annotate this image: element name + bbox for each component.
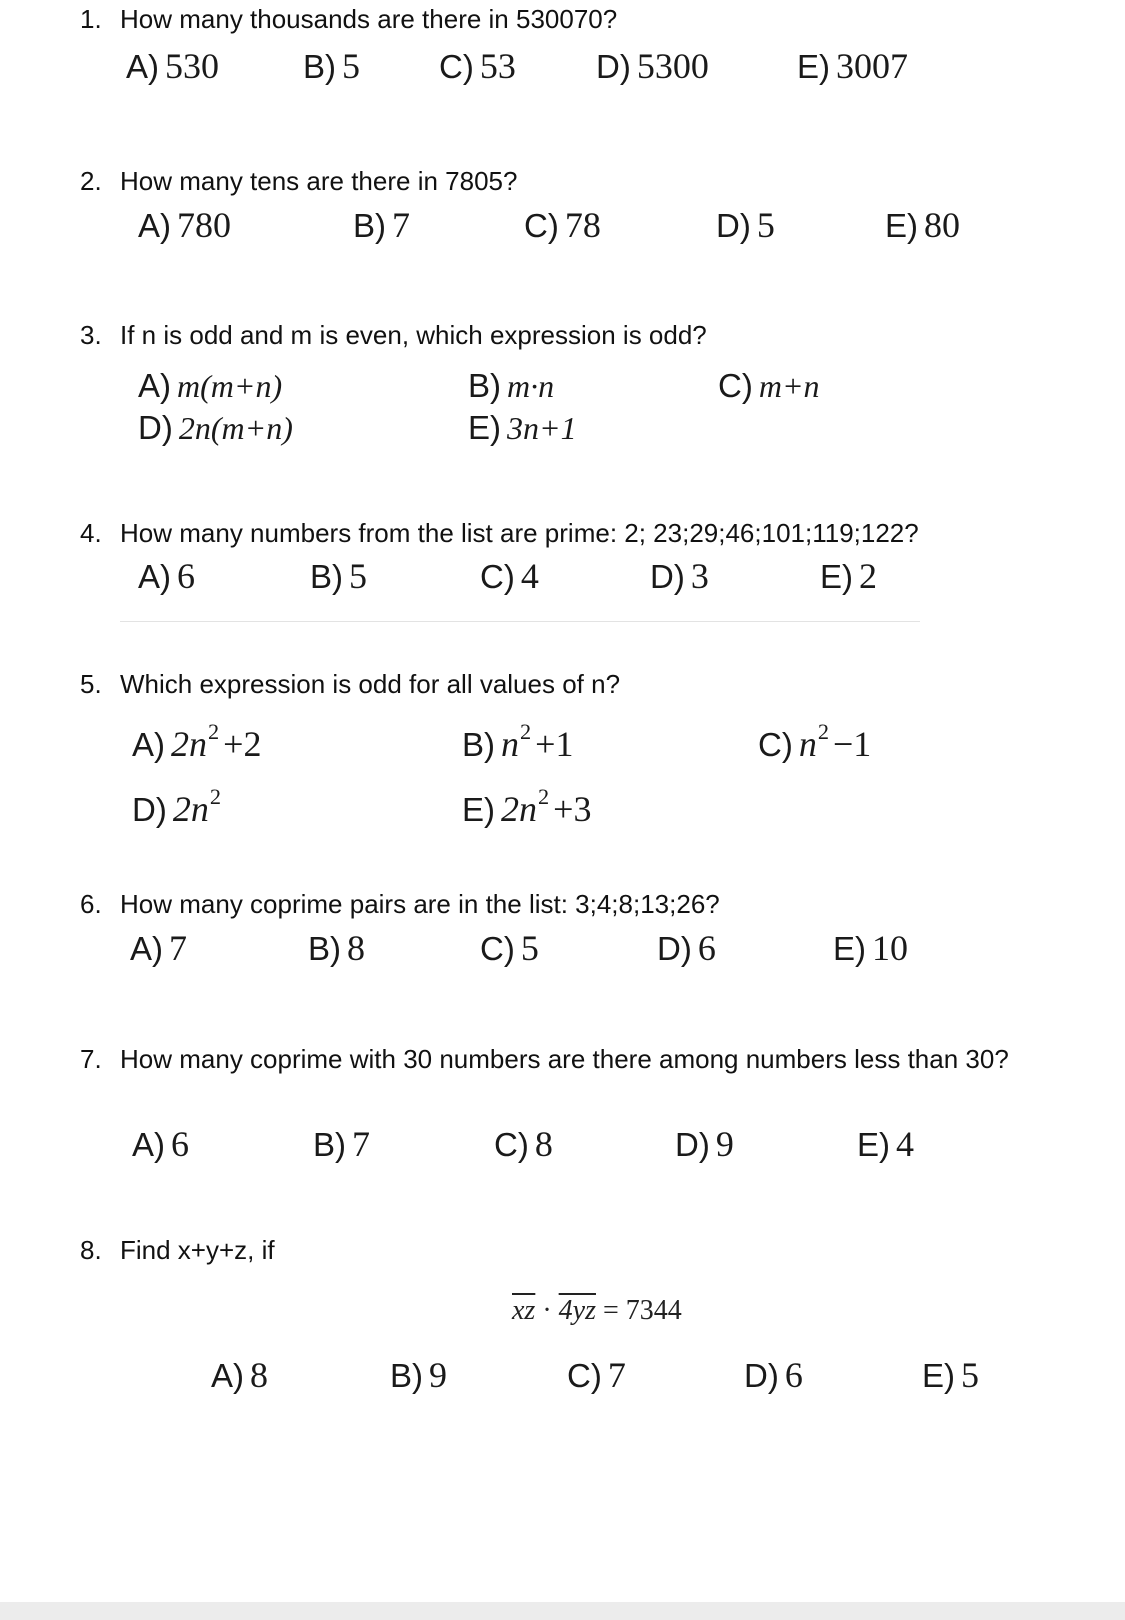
question-text: How many coprime with 30 numbers are there among numbers less than 30? bbox=[120, 1044, 1009, 1074]
q3-option-c[interactable]: C) m+n bbox=[718, 367, 820, 404]
q5-option-b[interactable]: B) $n^2 +1$ bbox=[462, 719, 574, 764]
question-text: How many thousands are there in 530070? bbox=[120, 4, 618, 34]
question-number: 2. bbox=[80, 166, 102, 196]
bottom-bar bbox=[0, 1602, 1125, 1620]
question-number: 5. bbox=[80, 669, 102, 699]
q5-option-a[interactable]: A) $2n^2 +2$ bbox=[132, 719, 262, 764]
q2-option-c[interactable]: C) 78 bbox=[524, 205, 601, 245]
q5-option-c[interactable]: C) $n^2 -1$ bbox=[758, 719, 872, 764]
q2-option-b[interactable]: B) 7 bbox=[353, 205, 410, 245]
question-number: 6. bbox=[80, 889, 102, 919]
question-number: 8. bbox=[80, 1235, 102, 1265]
question-8 bbox=[80, 1233, 1080, 1267]
question-number: 3. bbox=[80, 320, 102, 350]
q4-option-d[interactable]: D) 3 bbox=[650, 556, 709, 596]
q6-option-b[interactable]: B) 8 bbox=[308, 928, 365, 968]
question-number: 4. bbox=[80, 518, 102, 548]
q4-option-c[interactable]: C) 4 bbox=[480, 556, 539, 596]
q4-option-a[interactable]: A) 6 bbox=[138, 556, 195, 596]
q6-option-c[interactable]: C) 5 bbox=[480, 928, 539, 968]
q1-option-e[interactable]: E) 3007 bbox=[797, 46, 908, 86]
q1-option-a[interactable]: A) 530 bbox=[126, 46, 219, 86]
q8-option-b[interactable]: B) 9 bbox=[390, 1355, 447, 1395]
question-text: How many numbers from the list are prime: 2; 23;29;46;101;119;122? bbox=[120, 518, 919, 548]
q2-option-a[interactable]: A) 780 bbox=[138, 205, 231, 245]
question-3 bbox=[80, 318, 1080, 352]
q8-option-d[interactable]: D) 6 bbox=[744, 1355, 803, 1395]
question-number: 7. bbox=[80, 1044, 102, 1074]
q1-option-b[interactable]: B) 5 bbox=[303, 46, 360, 86]
q7-option-a[interactable]: A) 6 bbox=[132, 1124, 189, 1164]
q6-option-e[interactable]: E) 10 bbox=[833, 928, 908, 968]
q7-option-e[interactable]: E) 4 bbox=[857, 1124, 914, 1164]
q6-option-a[interactable]: A) 7 bbox=[130, 928, 187, 968]
q3-option-a[interactable]: A) m(m+n) bbox=[138, 367, 283, 404]
question-text: Find x+y+z, if bbox=[120, 1235, 275, 1265]
q8-option-a[interactable]: A) 8 bbox=[211, 1355, 268, 1395]
equation: $\overline{xz} \cdot 4yz = 7344$ bbox=[512, 1295, 682, 1326]
q4-option-b[interactable]: B) 5 bbox=[310, 556, 367, 596]
q1-option-c[interactable]: C) 53 bbox=[439, 46, 516, 86]
q1-option-d[interactable]: D) 5300 bbox=[596, 46, 709, 86]
question-number: 1. bbox=[80, 4, 102, 34]
q8-option-c[interactable]: C) 7 bbox=[567, 1355, 626, 1395]
q3-option-e[interactable]: E) 3n+1 bbox=[468, 409, 577, 446]
q6-option-d[interactable]: D) 6 bbox=[657, 928, 716, 968]
question-text: If n is odd and m is even, which expression is odd? bbox=[120, 320, 707, 350]
q2-option-d[interactable]: D) 5 bbox=[716, 205, 775, 245]
q7-option-c[interactable]: C) 8 bbox=[494, 1124, 553, 1164]
question-6 bbox=[80, 887, 1080, 921]
question-1 bbox=[80, 2, 1080, 36]
q4-option-e[interactable]: E) 2 bbox=[820, 556, 877, 596]
question-4 bbox=[80, 516, 1080, 550]
question-text: How many coprime pairs are in the list: 3;4;8;13;26? bbox=[120, 889, 720, 919]
q5-option-d[interactable]: D) $2n^2$ bbox=[132, 784, 221, 829]
question-5 bbox=[80, 667, 1080, 701]
question-text: How many tens are there in 7805? bbox=[120, 166, 518, 196]
q8-option-e[interactable]: E) 5 bbox=[922, 1355, 979, 1395]
q2-option-e[interactable]: E) 80 bbox=[885, 205, 960, 245]
q3-option-d[interactable]: D) 2n(m+n) bbox=[138, 409, 293, 446]
question-text: Which expression is odd for all values of n? bbox=[120, 669, 621, 699]
question-2 bbox=[80, 164, 1080, 198]
q3-option-b[interactable]: B) m·n bbox=[468, 367, 555, 404]
question-7 bbox=[80, 1042, 1110, 1076]
q7-option-d[interactable]: D) 9 bbox=[675, 1124, 734, 1164]
q5-option-e[interactable]: E) $2n^2 +3$ bbox=[462, 784, 592, 829]
q7-option-b[interactable]: B) 7 bbox=[313, 1124, 370, 1164]
divider bbox=[120, 621, 920, 622]
